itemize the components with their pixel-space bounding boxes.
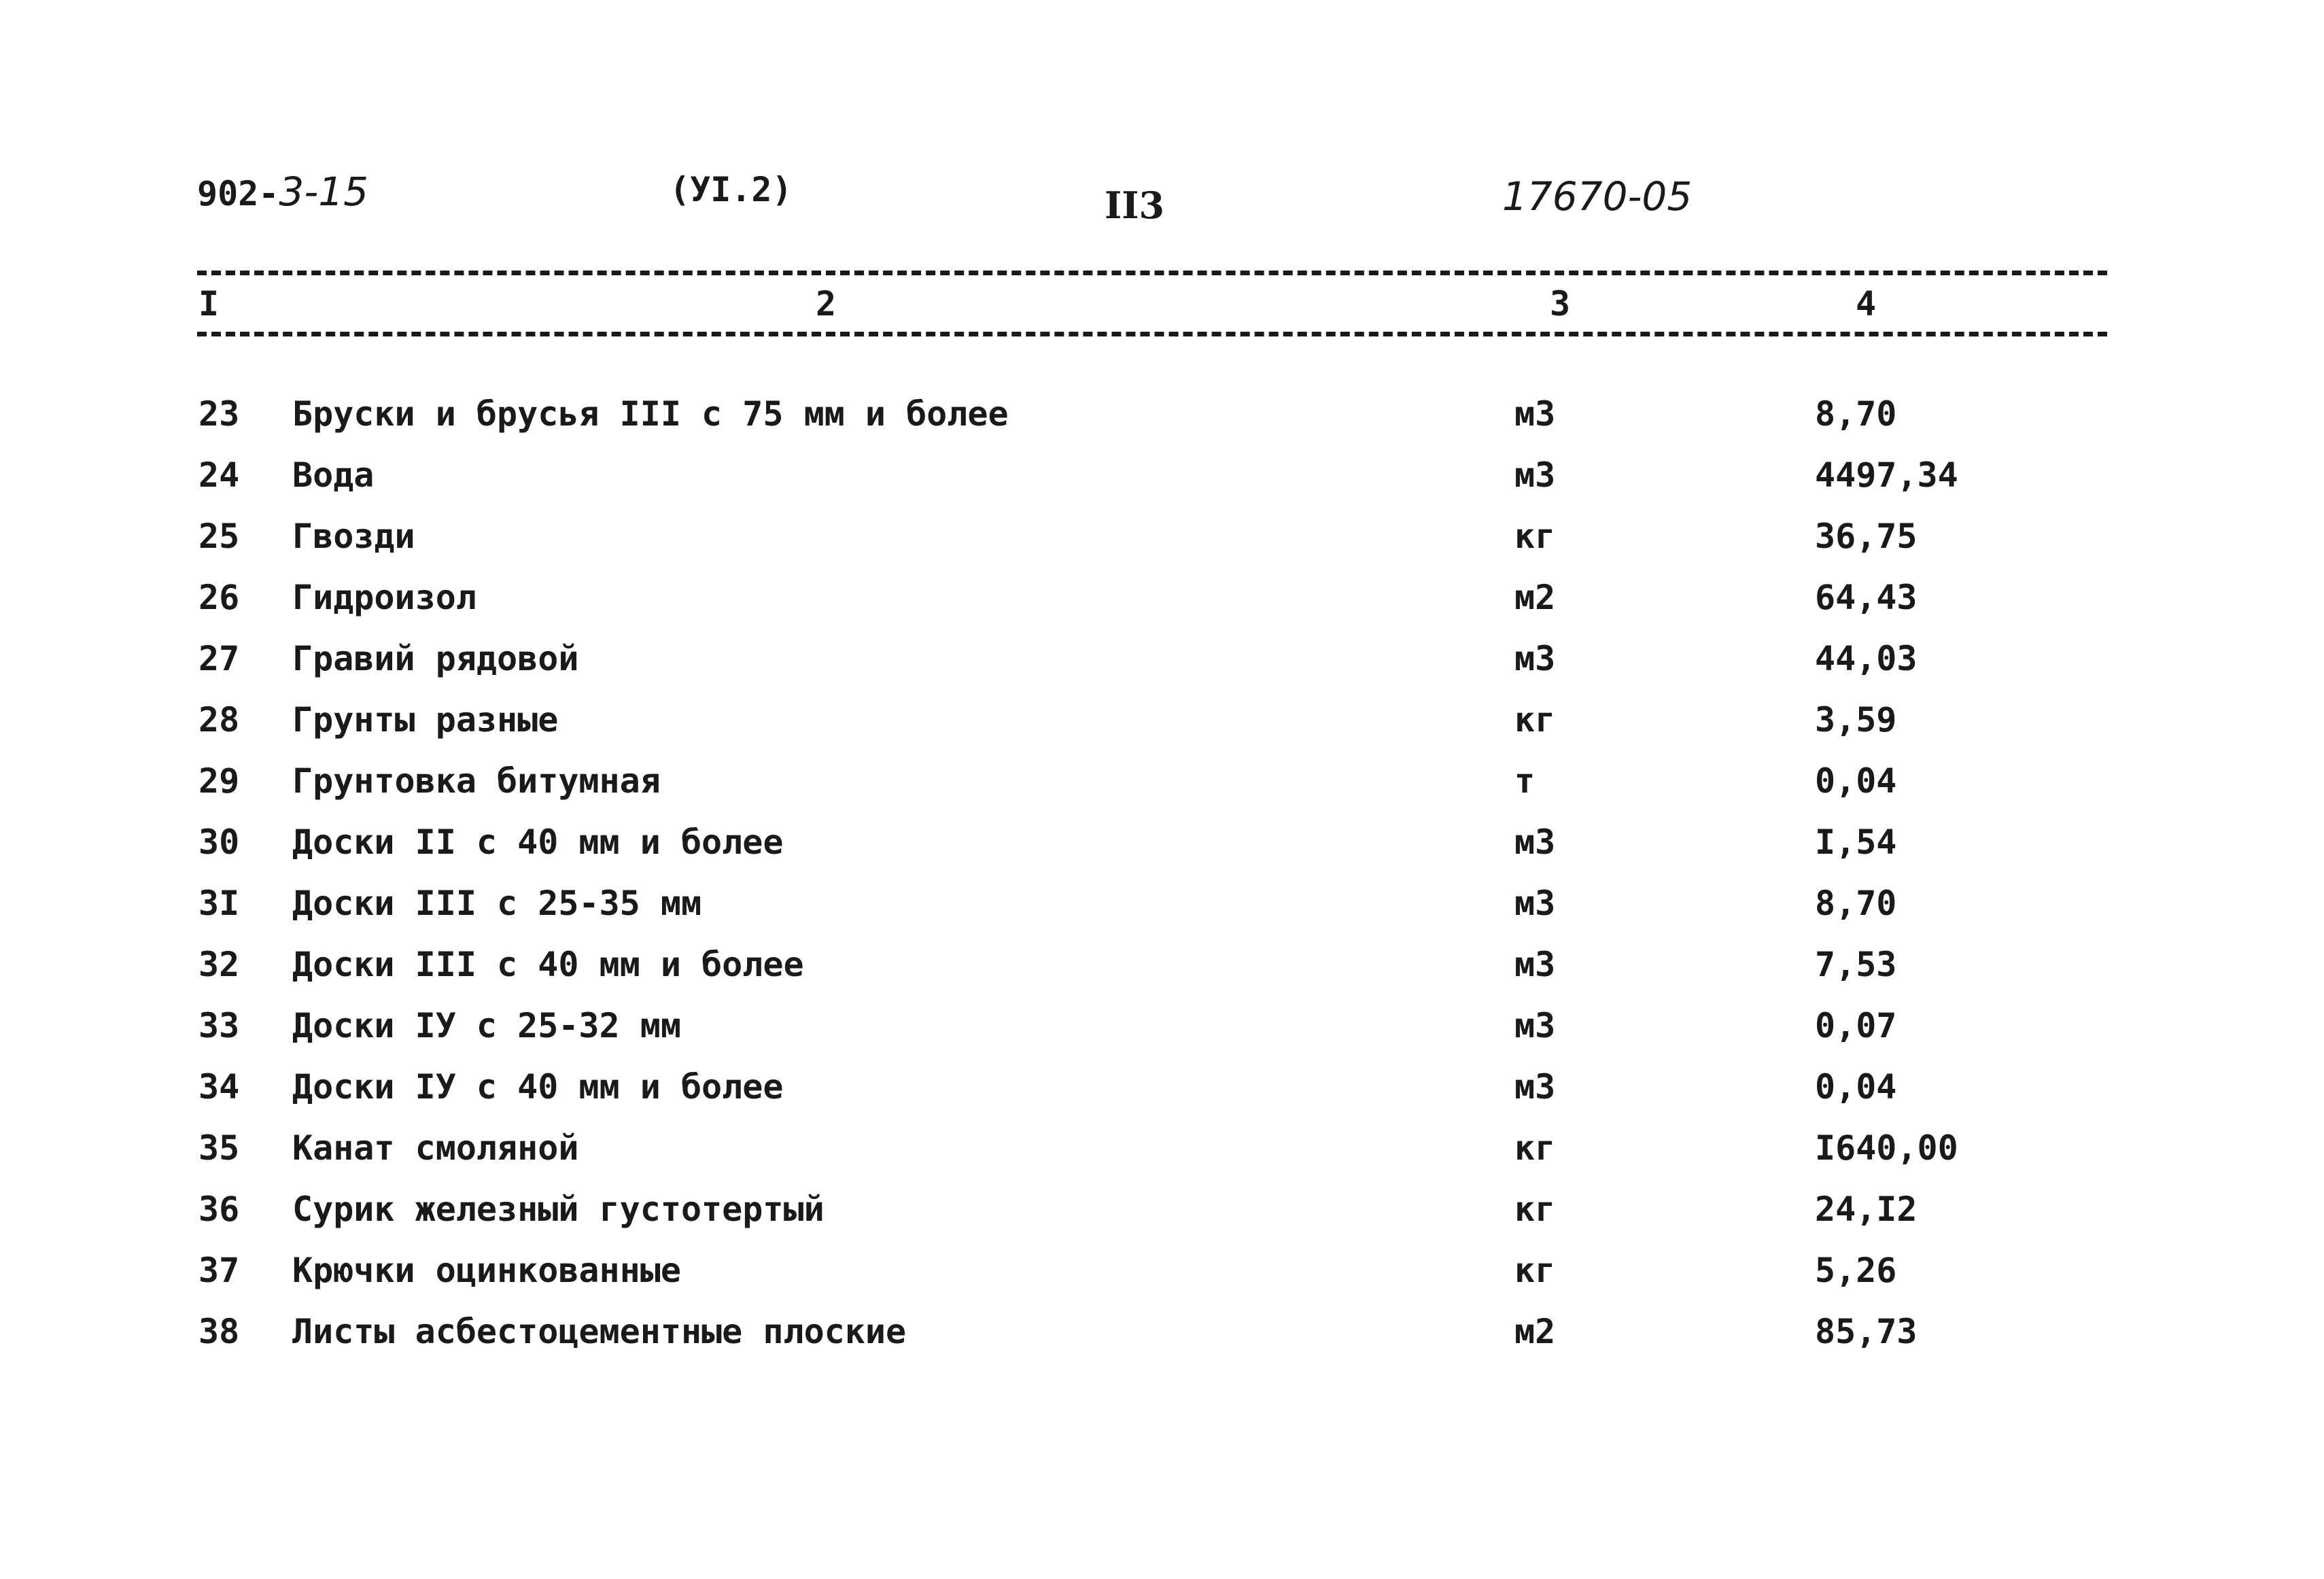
row-number: 24 xyxy=(198,455,240,495)
quantity: 4497,34 xyxy=(1815,455,1958,495)
material-name: Сурик железный густотертый xyxy=(292,1190,825,1229)
unit-of-measure: кг xyxy=(1514,1251,1556,1290)
quantity: I,54 xyxy=(1815,822,1897,862)
unit-of-measure: м3 xyxy=(1514,455,1556,495)
table-row xyxy=(0,1190,2324,1251)
unit-of-measure: м3 xyxy=(1514,822,1556,862)
material-name: Гвозди xyxy=(292,517,415,556)
material-name: Грунтовка битумная xyxy=(292,761,661,801)
unit-of-measure: м2 xyxy=(1514,578,1556,617)
column-number-1: I xyxy=(198,284,220,324)
header-rule-bottom xyxy=(197,332,2107,336)
unit-of-measure: м2 xyxy=(1514,1312,1556,1351)
table-row xyxy=(0,1251,2324,1312)
row-number: 30 xyxy=(198,822,240,862)
table-row xyxy=(0,1006,2324,1067)
material-name: Грунты разные xyxy=(292,700,559,740)
material-name: Вода xyxy=(292,455,375,495)
unit-of-measure: т xyxy=(1514,761,1536,801)
table-row xyxy=(0,884,2324,945)
column-number-3: 3 xyxy=(1550,284,1571,324)
table-row xyxy=(0,517,2324,578)
table-row xyxy=(0,578,2324,639)
material-name: Крючки оцинкованные xyxy=(292,1251,681,1290)
quantity: 5,26 xyxy=(1815,1251,1897,1290)
unit-of-measure: кг xyxy=(1514,700,1556,740)
table-row xyxy=(0,822,2324,884)
unit-of-measure: м3 xyxy=(1514,1006,1556,1045)
material-name: Листы асбестоцементные плоские xyxy=(292,1312,907,1351)
row-number: 36 xyxy=(198,1190,240,1229)
table-row xyxy=(0,1128,2324,1190)
inventory-code: 17670-05 xyxy=(1502,173,1693,220)
quantity: 0,04 xyxy=(1815,1067,1897,1107)
section-label: (УI.2) xyxy=(670,170,793,209)
table-row xyxy=(0,1312,2324,1373)
table-row xyxy=(0,700,2324,761)
material-name: Доски III с 40 мм и более xyxy=(292,945,804,984)
table-row xyxy=(0,639,2324,700)
material-name: Гидроизол xyxy=(292,578,476,617)
table-row xyxy=(0,394,2324,455)
quantity: 44,03 xyxy=(1815,639,1918,678)
unit-of-measure: м3 xyxy=(1514,394,1556,434)
material-name: Гравий рядовой xyxy=(292,639,579,678)
quantity: 8,70 xyxy=(1815,884,1897,923)
row-number: 26 xyxy=(198,578,240,617)
unit-of-measure: кг xyxy=(1514,1190,1556,1229)
row-number: 37 xyxy=(198,1251,240,1290)
material-name: Канат смоляной xyxy=(292,1128,579,1168)
quantity: 0,04 xyxy=(1815,761,1897,801)
row-number: 28 xyxy=(198,700,240,740)
row-number: 23 xyxy=(198,394,240,434)
quantity: I640,00 xyxy=(1815,1128,1958,1168)
quantity: 85,73 xyxy=(1815,1312,1918,1351)
quantity: 8,70 xyxy=(1815,394,1897,434)
unit-of-measure: м3 xyxy=(1514,945,1556,984)
table-row xyxy=(0,945,2324,1006)
page-number: II3 xyxy=(1105,184,1165,227)
row-number: 35 xyxy=(198,1128,240,1168)
column-number-2: 2 xyxy=(816,284,837,324)
document-number xyxy=(197,169,368,215)
material-name: Доски II с 40 мм и более xyxy=(292,822,784,862)
row-number: 38 xyxy=(198,1312,240,1351)
unit-of-measure: м3 xyxy=(1514,1067,1556,1107)
material-name: Доски IУ с 40 мм и более xyxy=(292,1067,784,1107)
quantity: 7,53 xyxy=(1815,945,1897,984)
material-name: Доски III с 25-35 мм xyxy=(292,884,702,923)
unit-of-measure: м3 xyxy=(1514,884,1556,923)
quantity: 24,I2 xyxy=(1815,1190,1918,1229)
unit-of-measure: кг xyxy=(1514,517,1556,556)
row-number: 29 xyxy=(198,761,240,801)
row-number: 34 xyxy=(198,1067,240,1107)
material-name: Доски IУ с 25-32 мм xyxy=(292,1006,681,1045)
row-number: 33 xyxy=(198,1006,240,1045)
unit-of-measure: кг xyxy=(1514,1128,1556,1168)
document-number-handwritten: 3-15 xyxy=(279,169,369,215)
table-row xyxy=(0,455,2324,517)
quantity: 64,43 xyxy=(1815,578,1918,617)
document-number-printed: 902- xyxy=(197,174,279,213)
row-number: 25 xyxy=(198,517,240,556)
table-row xyxy=(0,761,2324,822)
quantity: 3,59 xyxy=(1815,700,1897,740)
table-row xyxy=(0,1067,2324,1128)
quantity: 36,75 xyxy=(1815,517,1918,556)
quantity: 0,07 xyxy=(1815,1006,1897,1045)
header-rule-top xyxy=(197,271,2107,275)
material-name: Бруски и брусья III с 75 мм и более xyxy=(292,394,1009,434)
row-number: 3I xyxy=(198,884,240,923)
unit-of-measure: м3 xyxy=(1514,639,1556,678)
row-number: 27 xyxy=(198,639,240,678)
column-number-4: 4 xyxy=(1856,284,1877,324)
row-number: 32 xyxy=(198,945,240,984)
